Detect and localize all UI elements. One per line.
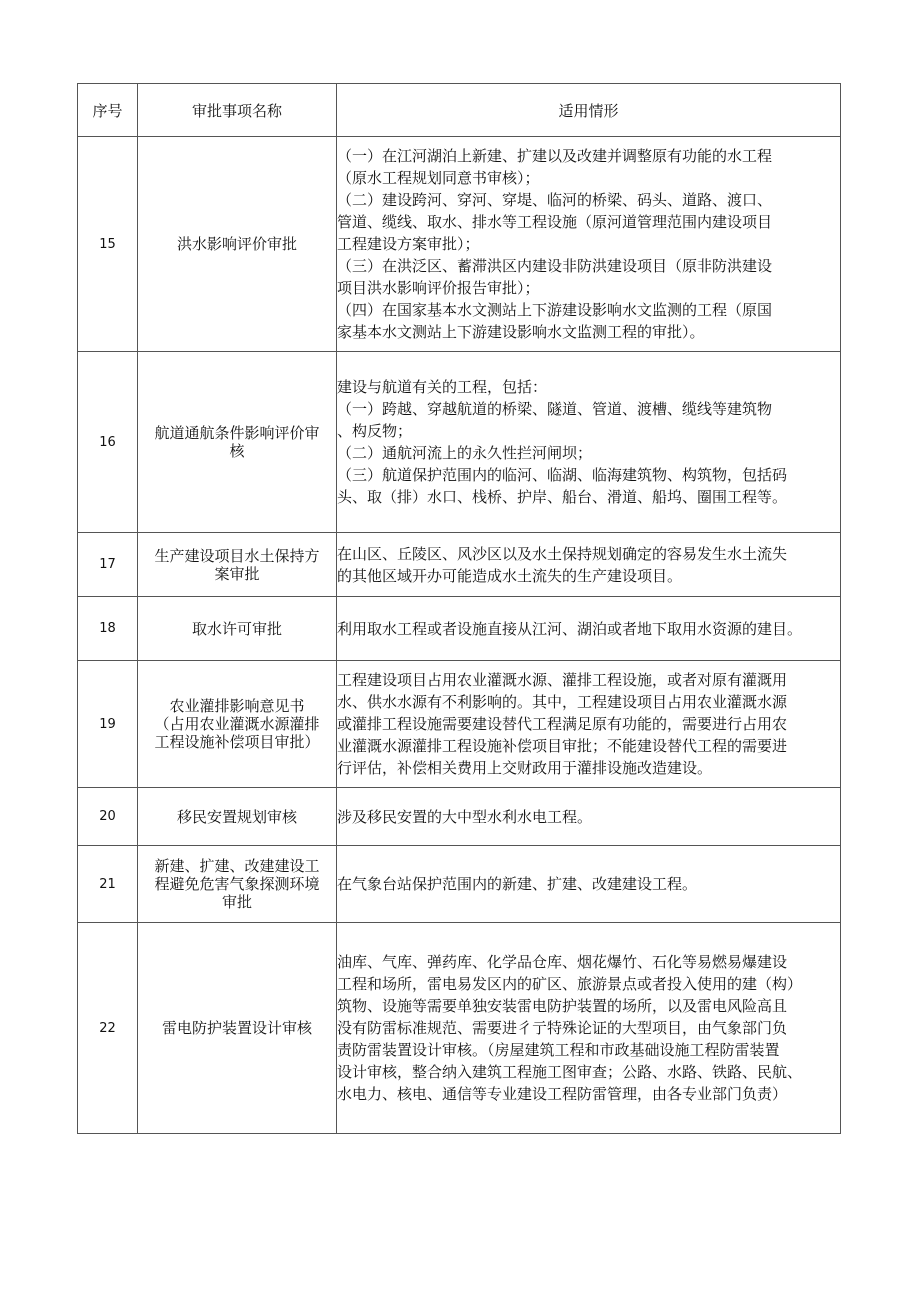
condition-line: 工程建设方案审批）； xyxy=(337,235,480,253)
condition-line: 头、取（排）水口、栈桥、护岸、船台、滑道、船坞、圈围工程等。 xyxy=(337,488,788,506)
condition-line: （三）航道保护范围内的临河、临湖、临海建筑物、构筑物，包括码 xyxy=(337,466,788,484)
condition-line: 家基本水文测站上下游建设影响水文监测工程的审批）。 xyxy=(337,323,705,341)
item-name-line: 取水许可审批 xyxy=(191,619,282,638)
table-row xyxy=(78,923,841,1134)
row-number: 17 xyxy=(78,533,138,597)
condition-line: 项目洪水影响评价报告审批）； xyxy=(337,279,540,297)
row-number: 20 xyxy=(78,788,138,846)
table-row xyxy=(78,661,841,788)
condition-cell xyxy=(337,352,841,533)
item-name-cell xyxy=(138,597,337,661)
condition-line: 工程和场所，雷电易发区内的矿区、旅游景点或者投入使用的建（构） xyxy=(337,975,803,993)
item-name-line: 洪水影响评价审批 xyxy=(176,235,297,253)
item-name-cell xyxy=(138,352,337,533)
table-row xyxy=(78,846,841,923)
item-name-line: 程避免危害气象探测环境 xyxy=(154,875,320,893)
condition-line: 责防雷装置设计审核。（房屋建筑工程和市政基础设施工程防雷装置 xyxy=(337,1041,780,1059)
item-name-line: 工程设施补偿项目审批） xyxy=(154,733,320,751)
condition-line: 油库、气库、弹药库、化学品仓库、烟花爆竹、石化等易燃易爆建设 xyxy=(337,953,788,971)
header-number: 序号 xyxy=(78,84,138,137)
item-name-line: 审批 xyxy=(221,893,252,911)
row-number: 22 xyxy=(78,923,138,1134)
condition-cell xyxy=(337,597,841,661)
item-name-cell xyxy=(138,533,337,597)
row-number: 18 xyxy=(78,597,138,661)
table-row xyxy=(78,533,841,597)
condition-line: 业灌溉水源灌排工程设施补偿项目审批；不能建设替代工程的需要进 xyxy=(337,737,788,755)
condition-line: 设计审核，整合纳入建筑工程施工图审查；公路、水路、铁路、民航、 xyxy=(337,1063,803,1081)
condition-line: 建设与航道有关的工程，包括： xyxy=(337,378,548,396)
item-name-cell xyxy=(138,137,337,352)
header-applicable-condition: 适用情形 xyxy=(337,84,841,137)
item-name-cell xyxy=(138,661,337,788)
approval-items-table xyxy=(77,83,841,1134)
condition-cell xyxy=(337,923,841,1134)
condition-line: 在气象台站保护范围内的新建、扩建、改建建设工程。 xyxy=(337,875,698,893)
condition-line: 筑物、设施等需要单独安装雷电防护装置的场所，以及雷电风险高且 xyxy=(337,997,788,1015)
item-name-line: 移民安置规划审核 xyxy=(176,807,297,826)
item-name-line: 新建、扩建、改建建设工 xyxy=(154,857,320,875)
condition-line: 或灌排工程设施需要建设替代工程满足原有功能的，需要进行占用农 xyxy=(337,715,788,733)
condition-cell xyxy=(337,846,841,923)
item-name-line: 航道通航条件影响评价审 xyxy=(154,424,320,442)
condition-line: 涉及移民安置的大中型水利水电工程。 xyxy=(337,807,593,826)
condition-cell xyxy=(337,533,841,597)
condition-line: 没有防雷标准规范、需要进彳亍特殊论证的大型项目，由气象部门负 xyxy=(337,1019,788,1037)
row-number: 19 xyxy=(78,661,138,788)
row-number: 16 xyxy=(78,352,138,533)
condition-line: （二）建设跨河、穿河、穿堤、临河的桥梁、码头、道路、渡口、 xyxy=(337,191,773,209)
condition-line: 的其他区域开办可能造成水土流失的生产建设项目。 xyxy=(337,566,683,585)
condition-line: （一）在江河湖泊上新建、扩建以及改建并调整原有功能的水工程 xyxy=(337,147,773,165)
table-row xyxy=(78,137,841,352)
condition-line: （原水工程规划同意书审核）； xyxy=(337,169,540,187)
condition-cell xyxy=(337,788,841,846)
item-name-cell xyxy=(138,923,337,1134)
header-item-name: 审批事项名称 xyxy=(138,84,337,137)
condition-line: 水、供水水源有不利影响的。其中，工程建设项目占用农业灌溉水源 xyxy=(337,693,788,711)
item-name-line: 雷电防护装置设计审核 xyxy=(161,1019,312,1037)
item-name-line: 案审批 xyxy=(214,564,260,583)
item-name-cell xyxy=(138,788,337,846)
condition-cell xyxy=(337,661,841,788)
item-name-line: 核 xyxy=(229,442,245,460)
condition-line: （二）通航河流上的永久性拦河闸坝； xyxy=(337,444,593,462)
condition-line: 利用取水工程或者设施直接从江河、湖泊或者地下取用水资源的建目。 xyxy=(337,619,803,638)
condition-line: 工程建设项目占用农业灌溉水源、灌排工程设施，或者对原有灌溉用 xyxy=(337,671,788,689)
table-row xyxy=(78,597,841,661)
condition-line: （四）在国家基本水文测站上下游建设影响水文监测的工程（原国 xyxy=(337,301,773,319)
condition-line: 在山区、丘陵区、风沙区以及水土保持规划确定的容易发生水土流失 xyxy=(337,544,788,563)
condition-line: 水电力、核电、通信等专业建设工程防雷管理，由各专业部门负责） xyxy=(337,1085,788,1103)
row-number: 21 xyxy=(78,846,138,923)
header-row xyxy=(78,84,841,137)
condition-line: 行评估，补偿相关费用上交财政用于灌排设施改造建设。 xyxy=(337,759,713,777)
item-name-line: 农业灌排影响意见书 xyxy=(169,697,305,715)
condition-line: 、构反物； xyxy=(337,422,413,440)
item-name-line: 生产建设项目水土保持方 xyxy=(154,546,320,565)
item-name-cell xyxy=(138,846,337,923)
row-number: 15 xyxy=(78,137,138,352)
table-row xyxy=(78,352,841,533)
condition-cell xyxy=(337,137,841,352)
item-name-line: （占用农业灌溉水源灌排 xyxy=(154,715,320,733)
table-row xyxy=(78,788,841,846)
condition-line: 管道、缆线、取水、排水等工程设施（原河道管理范围内建设项目 xyxy=(337,213,773,231)
condition-line: （三）在洪泛区、蓄滞洪区内建设非防洪建设项目（原非防洪建设 xyxy=(337,257,773,275)
condition-line: （一）跨越、穿越航道的桥梁、隧道、管道、渡槽、缆线等建筑物 xyxy=(337,400,773,418)
